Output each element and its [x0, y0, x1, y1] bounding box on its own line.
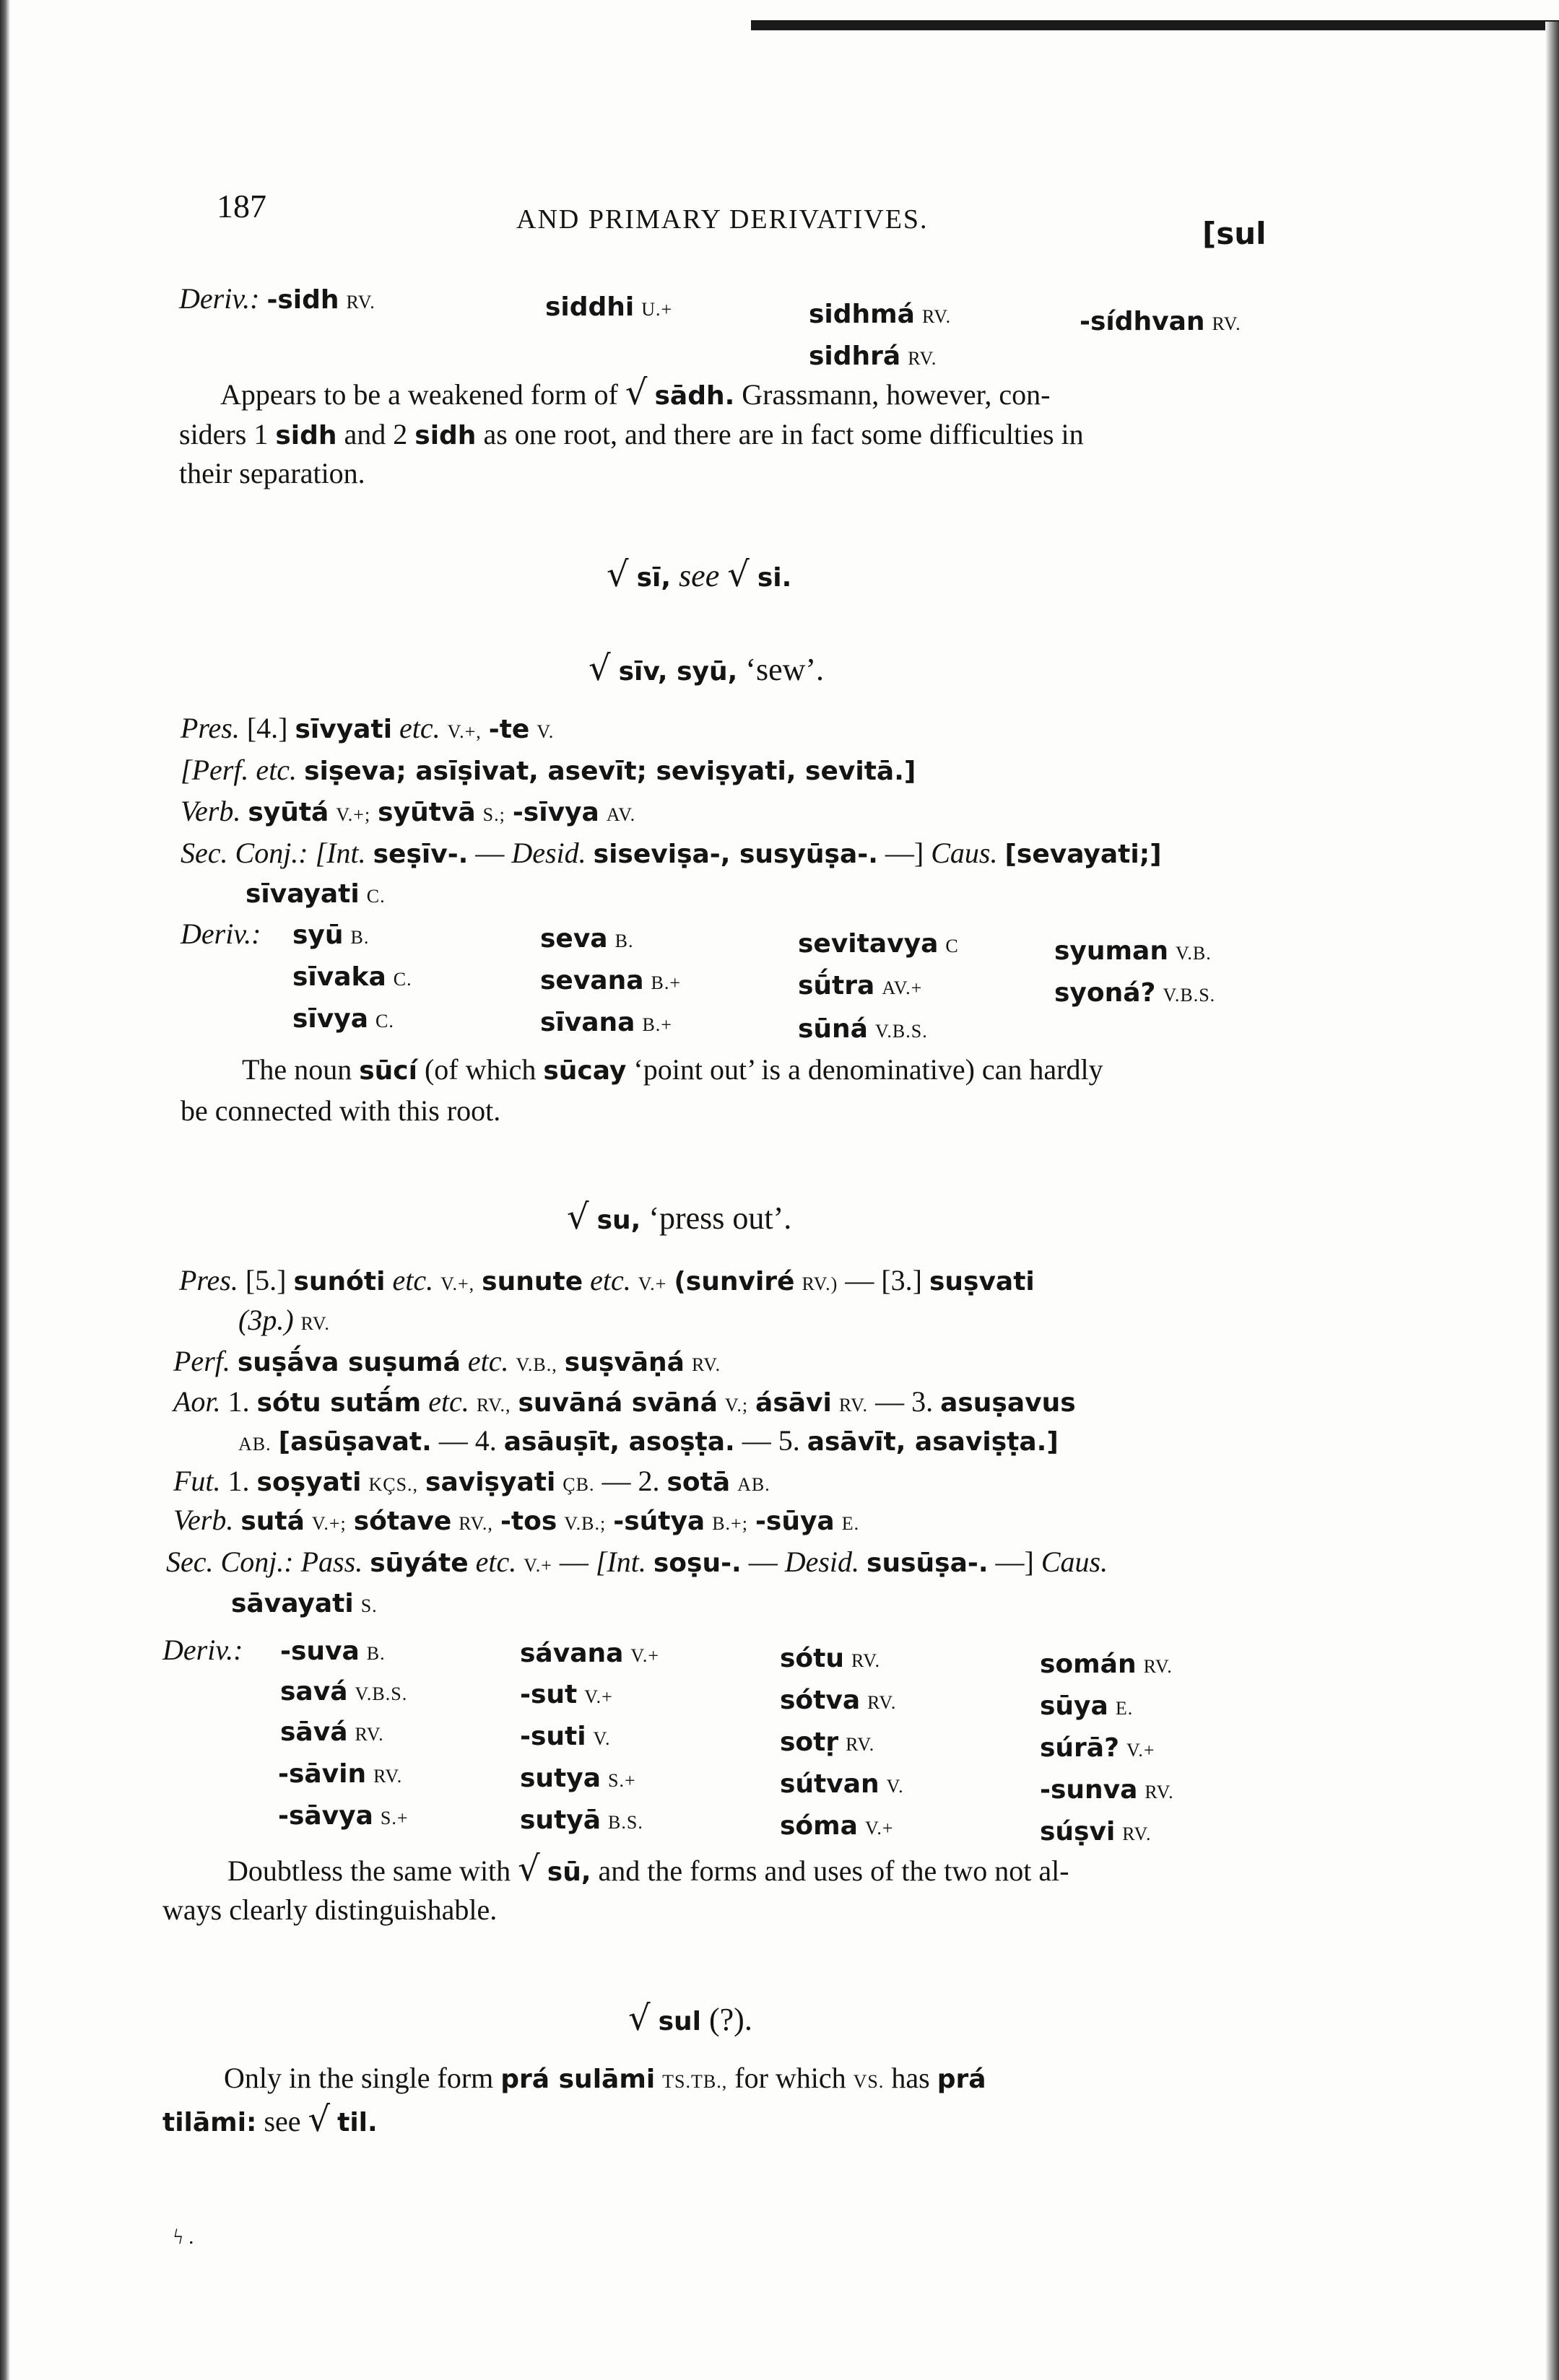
siv-note-line [181, 1094, 500, 1128]
source-abbrev: V. [537, 721, 555, 742]
derivative-entry [520, 1676, 613, 1714]
source-abbrev: AB. [737, 1474, 770, 1495]
text-span: for which [734, 2062, 846, 2094]
sanskrit-form: sīvana [540, 1008, 635, 1037]
sanskrit-form: suvāná svāná [518, 1388, 718, 1418]
source-abbrev: AV. [606, 804, 636, 825]
text-span: ‘sew’. [745, 652, 825, 687]
siv-deriv-label: Deriv.: [181, 917, 261, 950]
su-pres [179, 1263, 1035, 1302]
source-abbrev: RV.) [802, 1273, 838, 1294]
sanskrit-form: syūtvā [378, 798, 476, 827]
text-span: [Perf. etc. [181, 754, 298, 786]
sanskrit-form: -sut [520, 1680, 578, 1709]
source-abbrev: V. [593, 1728, 611, 1749]
sanskrit-form: suṣvati [929, 1267, 1035, 1296]
sidh-deriv-cell [809, 296, 951, 334]
text-span: Verb. [173, 1504, 234, 1536]
text-span: etc. [590, 1264, 631, 1296]
sanskrit-form: [sevayati;] [1004, 840, 1162, 869]
source-abbrev: AB. [238, 1434, 272, 1455]
source-abbrev: E. [841, 1513, 860, 1534]
source-abbrev: V.+; [311, 1513, 347, 1534]
sanskrit-form: sīvyati [295, 715, 393, 744]
text-span: Sec. Conj.: [166, 1546, 294, 1578]
sanskrit-form: sotṛ [780, 1727, 839, 1757]
radical-icon: √ [589, 648, 611, 689]
source-abbrev: V.+ [630, 1645, 659, 1666]
text-span: Sec. Conj.: [181, 837, 308, 869]
source-abbrev: V.+, [440, 1273, 475, 1294]
sanskrit-form: sū́tra [798, 971, 875, 1001]
sanskrit-form: ásāvi [755, 1388, 832, 1418]
text-span: Desid. [784, 1546, 860, 1578]
text-span: [4.] [246, 712, 288, 744]
sidh-deriv-cell [809, 338, 937, 376]
source-abbrev: E. [1115, 1698, 1134, 1719]
sidh-note-line [179, 417, 1084, 453]
sanskrit-form: sādh. [654, 381, 735, 411]
sanskrit-form: siṣeva; asīṣivat, asevīt; seviṣyati, sevitā.] [304, 757, 916, 786]
sanskrit-form: [asūṣavat. [278, 1427, 432, 1457]
sanskrit-form: sevana [540, 966, 644, 995]
sanskrit-form: -suva [280, 1636, 360, 1666]
text-span: (3p.) [238, 1304, 294, 1336]
text-span: [Int. [595, 1546, 646, 1578]
derivative-entry [780, 1682, 896, 1720]
source-abbrev: U.+ [641, 299, 673, 320]
derivative-entry [1040, 1730, 1155, 1768]
derivative-entry [280, 1673, 407, 1712]
sanskrit-form: sunóti [293, 1267, 386, 1296]
text-span: has [891, 2062, 930, 2094]
sanskrit-form: saviṣyati [425, 1468, 556, 1497]
sanskrit-form: súṣvi [1040, 1817, 1116, 1847]
derivative-entry [278, 1756, 402, 1794]
text-span: and 2 [344, 418, 408, 450]
source-abbrev: RV., [476, 1395, 511, 1416]
sanskrit-form: sūyáte [370, 1548, 469, 1578]
source-abbrev: C. [393, 969, 412, 990]
radical-icon: √ [518, 1849, 540, 1889]
radical-icon: √ [607, 554, 629, 595]
scan-edge-top [751, 20, 1559, 30]
source-abbrev: V.+ [638, 1273, 667, 1294]
text-span: ‘press out’. [648, 1200, 792, 1236]
entry-marker: [sul [1202, 216, 1267, 251]
derivative-entry [798, 967, 922, 1006]
sanskrit-form: -sīvya [512, 798, 599, 827]
source-abbrev: AV.+ [882, 977, 923, 998]
source-abbrev: C. [375, 1011, 394, 1032]
sanskrit-form: sidh [275, 421, 337, 450]
text-span: Pass. [300, 1546, 363, 1578]
text-span: Verb. [181, 795, 241, 827]
text-span: Perf. [173, 1345, 230, 1377]
su-aor [173, 1385, 1076, 1423]
sanskrit-form: soṣyati [256, 1468, 362, 1497]
sanskrit-form: -sunva [1040, 1775, 1138, 1805]
derivative-entry [798, 925, 959, 964]
sanskrit-form: sávana [520, 1639, 624, 1668]
su-sec-conj-cont [231, 1585, 378, 1623]
source-abbrev: S.; [482, 804, 505, 825]
sanskrit-form: si. [757, 563, 792, 593]
sanskrit-form: (sunviré [674, 1267, 795, 1296]
text-span: — 3. [875, 1385, 934, 1418]
sanskrit-form: -sídhvan [1080, 307, 1205, 336]
source-abbrev: V.+ [524, 1555, 552, 1576]
sanskrit-form: sótave [353, 1507, 452, 1536]
derivative-entry [540, 962, 681, 1001]
derivative-entry [520, 1635, 659, 1673]
source-abbrev: V.; [724, 1395, 749, 1416]
sanskrit-form: -tos [500, 1507, 557, 1536]
sanskrit-form: sidhrá [809, 341, 901, 371]
source-abbrev: RV. [838, 1395, 869, 1416]
source-abbrev: B.S. [608, 1812, 643, 1833]
sanskrit-form: -te [488, 715, 530, 744]
sanskrit-form: sótu [780, 1644, 844, 1673]
derivative-entry [292, 1001, 394, 1039]
source-abbrev: B.+ [642, 1014, 672, 1035]
derivative-entry [780, 1724, 874, 1762]
text-span: etc. [475, 1546, 517, 1578]
source-abbrev: RV. [691, 1354, 721, 1375]
source-abbrev: C. [366, 886, 386, 907]
siv-verb [181, 794, 635, 832]
sanskrit-form: sútvan [780, 1769, 880, 1799]
source-abbrev: B. [350, 927, 370, 948]
sanskrit-form: til. [337, 2108, 378, 2137]
source-abbrev: TS.TB., [662, 2071, 728, 2092]
sidh-deriv-cell [545, 289, 672, 327]
text-span: Caus. [931, 837, 998, 869]
text-span: etc. [392, 1264, 434, 1296]
text-span: The noun [242, 1053, 352, 1086]
derivative-entry [780, 1766, 904, 1804]
derivative-entry [278, 1797, 409, 1836]
text-span: Caus. [1041, 1546, 1108, 1578]
source-abbrev: S.+ [380, 1808, 409, 1828]
sanskrit-form: syū [292, 920, 344, 950]
sanskrit-form: súrā? [1040, 1733, 1119, 1763]
sanskrit-form: -sāvya [278, 1801, 373, 1831]
sanskrit-form: soṣu-. [653, 1548, 742, 1578]
su-note-line [162, 1893, 497, 1927]
derivative-entry [780, 1640, 880, 1678]
sanskrit-form: seva [540, 924, 608, 954]
sanskrit-form: somán [1040, 1649, 1137, 1679]
sanskrit-form: siddhi [545, 292, 635, 322]
sanskrit-form: su, [596, 1206, 641, 1235]
sanskrit-form: sūcay [543, 1056, 627, 1086]
text-span: Desid. [511, 837, 586, 869]
text-span: etc. [399, 712, 440, 744]
scan-edge-left [0, 0, 10, 2380]
running-title: AND PRIMARY DERIVATIVES. [516, 204, 929, 235]
text-span: —] [995, 1546, 1034, 1578]
text-span: 1. [227, 1465, 250, 1497]
text-span: siders 1 [179, 418, 269, 450]
text-span: Pres. [181, 712, 240, 744]
sul-heading [628, 2000, 752, 2041]
sanskrit-form: -sútya [613, 1507, 705, 1536]
su-aor-cont [238, 1424, 1059, 1462]
text-span: be connected with this root. [181, 1094, 501, 1127]
sanskrit-form: susūṣa-. [867, 1548, 989, 1578]
sanskrit-form: -suti [520, 1722, 586, 1751]
source-abbrev: ÇB. [563, 1474, 595, 1495]
su-pres-cont [238, 1303, 330, 1341]
siv-sec-conj [181, 836, 1162, 872]
text-span: ways clearly distinguishable. [162, 1893, 498, 1926]
source-abbrev: V.+; [336, 804, 371, 825]
source-abbrev: RV. [851, 1650, 881, 1671]
text-span: — [845, 1264, 874, 1296]
sanskrit-form: sīvya [292, 1004, 368, 1034]
text-span: Appears to be a weakened form of [220, 378, 618, 411]
source-abbrev: RV. [846, 1734, 875, 1755]
derivative-entry [292, 959, 412, 997]
source-abbrev: RV. [1122, 1823, 1152, 1844]
text-span: etc. [428, 1385, 469, 1418]
text-span: Doubtless the same with [227, 1854, 511, 1887]
source-abbrev: B. [615, 930, 634, 951]
radical-icon: √ [727, 554, 750, 595]
text-span: (of which [424, 1053, 537, 1086]
sanskrit-form: sī, [636, 563, 672, 593]
sanskrit-form: sevitavya [798, 929, 939, 959]
sanskrit-form: asāuṣīt, asoṣṭa. [503, 1427, 735, 1457]
sanskrit-form: -sāvin [278, 1759, 367, 1789]
text-span: — [559, 1546, 589, 1578]
sanskrit-form: sūná [798, 1014, 868, 1044]
source-abbrev: V.B.S. [355, 1683, 408, 1704]
footer-mark: ϟ . [173, 2225, 194, 2249]
source-abbrev: C [945, 936, 959, 956]
sanskrit-form: seṣīv-. [373, 840, 469, 869]
source-abbrev: RV. [1145, 1782, 1174, 1803]
sidh-deriv-row-1 [179, 282, 375, 320]
text-span: Aor. [173, 1385, 221, 1418]
sanskrit-form: sutyā [520, 1805, 602, 1835]
text-span: [Int. [315, 837, 366, 869]
sanskrit-form: sutá [240, 1507, 305, 1536]
derivative-entry [1054, 933, 1212, 971]
source-abbrev: V.+, [447, 721, 482, 742]
source-abbrev: RV. [1212, 313, 1241, 334]
source-abbrev: V.+ [1126, 1740, 1155, 1761]
text-span: —] [885, 837, 924, 869]
text-span: [3.] [881, 1264, 922, 1296]
source-abbrev: RV., [459, 1513, 493, 1534]
text-span: ‘point out’ is a denominative) can hardly [633, 1053, 1103, 1086]
deriv-form: -sidh [266, 285, 339, 315]
sul-note-line [162, 2099, 378, 2140]
sanskrit-form: tilāmi: [162, 2108, 257, 2137]
su-heading [567, 1198, 791, 1239]
source-abbrev: RV. [373, 1766, 403, 1787]
text-span: — [475, 837, 505, 869]
sanskrit-form: sūcí [359, 1056, 417, 1086]
sanskrit-form: sidhmá [809, 300, 915, 329]
derivative-entry [798, 1011, 928, 1049]
derivative-entry [1040, 1646, 1173, 1684]
source-abbrev: S. [360, 1595, 378, 1616]
text-span: as one root, and there are in fact some difficulties in [483, 418, 1084, 450]
text-span: Grassmann, however, con- [742, 378, 1051, 411]
derivative-entry [292, 917, 369, 955]
scan-edge-right [1545, 22, 1559, 2380]
derivative-entry [1054, 975, 1215, 1013]
text-span: — 4. [438, 1424, 497, 1457]
text-span: [5.] [245, 1264, 287, 1296]
sanskrit-form: sidh [414, 421, 477, 450]
derivative-entry [280, 1714, 384, 1752]
sanskrit-form: suṣā́va suṣumá [237, 1348, 461, 1377]
source-abbrev: S.+ [608, 1770, 636, 1791]
sanskrit-form: syuman [1054, 936, 1168, 966]
source-abbrev: RV. [355, 1724, 384, 1745]
text-span: see [264, 2105, 301, 2137]
derivative-entry [540, 1004, 672, 1042]
sanskrit-form: sīvayati [246, 879, 360, 909]
derivative-entry [280, 1633, 386, 1671]
text-span: Only in the single form [224, 2062, 494, 2094]
source-abbrev: RV. [921, 306, 952, 327]
source-abbrev: V.+ [584, 1686, 613, 1707]
text-span: 1. [227, 1385, 250, 1418]
su-deriv-label: Deriv.: [162, 1634, 243, 1666]
su-perf [173, 1344, 721, 1382]
sanskrit-form: sul [658, 2007, 701, 2036]
siv-sec-conj-cont [246, 876, 386, 914]
derivative-entry [1040, 1813, 1151, 1852]
sanskrit-form: savá [280, 1677, 348, 1706]
su-sec-conj [166, 1545, 1108, 1583]
radical-icon: √ [308, 2099, 331, 2140]
source-abbrev: B.+ [651, 972, 682, 993]
source-abbrev: KÇS., [368, 1474, 419, 1495]
text-span: — 5. [742, 1424, 800, 1457]
source-abbrev: RV. [908, 348, 937, 369]
text-span: Fut. [173, 1465, 221, 1497]
sanskrit-form: asāvīt, asaviṣṭa.] [807, 1427, 1059, 1457]
sanskrit-form: sāvayati [231, 1589, 354, 1618]
text-span: and the forms and uses of the two not al- [598, 1854, 1069, 1887]
source-abbrev: B.+; [712, 1513, 748, 1534]
text-span: their separation. [179, 457, 365, 489]
text-span: Pres. [179, 1264, 238, 1296]
source-abbrev: V.B. [1175, 943, 1212, 964]
sanskrit-form: -sūya [755, 1507, 835, 1536]
page-number: 187 [217, 188, 266, 225]
text-span: etc. [467, 1345, 509, 1377]
derivative-entry [520, 1802, 643, 1840]
sidh-deriv-cell [1080, 303, 1241, 341]
sanskrit-form: siseviṣa-, susyūṣa-. [593, 840, 878, 869]
source-abbrev: RV. [1143, 1656, 1173, 1677]
source-abbrev: RV. [867, 1692, 897, 1713]
derivative-entry [1040, 1771, 1174, 1810]
sanskrit-form: sóma [780, 1811, 858, 1841]
derivative-entry [1040, 1688, 1133, 1726]
source-abbrev: V.B., [516, 1354, 557, 1375]
siv-heading [589, 650, 824, 691]
sanskrit-form: syoná? [1054, 978, 1156, 1008]
source-abbrev: RV. [300, 1313, 330, 1334]
sanskrit-form: sū, [547, 1857, 591, 1887]
derivative-entry [540, 920, 633, 959]
sanskrit-form: sūya [1040, 1691, 1108, 1721]
sanskrit-form: prá sulāmi [500, 2065, 656, 2094]
sanskrit-form: sótu sutā́m [256, 1388, 422, 1418]
source-abbrev: V. [886, 1776, 904, 1797]
sidh-note-line [220, 372, 1051, 414]
sanskrit-form: sāvá [280, 1717, 348, 1747]
sul-note-line [224, 2061, 986, 2099]
source-abbrev: B. [366, 1643, 386, 1664]
siv-perf [181, 753, 916, 789]
sanskrit-form: syūtá [248, 798, 329, 827]
text-span: (?). [709, 2002, 752, 2037]
su-fut [173, 1464, 770, 1502]
derivative-entry [780, 1808, 894, 1846]
sanskrit-form: sunute [482, 1267, 583, 1296]
source-abbrev: VS. [853, 2071, 885, 2092]
sanskrit-form: sotā [666, 1468, 731, 1497]
radical-icon: √ [625, 372, 648, 413]
derivative-entry [520, 1718, 610, 1756]
sanskrit-form: sīv, syū, [618, 657, 738, 686]
source-abbrev: V.+ [864, 1818, 894, 1839]
su-note-line [227, 1849, 1069, 1890]
si-cross-reference [607, 556, 791, 597]
source-abbrev: RV. [346, 292, 375, 313]
source-abbrev: V.B.S. [1163, 985, 1216, 1006]
su-verb [173, 1503, 859, 1541]
deriv-label: Deriv.: [179, 282, 260, 315]
text-span: — [748, 1546, 778, 1578]
siv-note-line [242, 1052, 1103, 1089]
source-abbrev: V.B.S. [874, 1021, 928, 1042]
sanskrit-form: sótva [780, 1686, 861, 1715]
sidh-note-line [179, 456, 365, 491]
sanskrit-form: prá [937, 2065, 986, 2094]
sanskrit-form: asuṣavus [940, 1388, 1076, 1418]
text-span: see [679, 558, 720, 593]
sanskrit-form: sutya [520, 1764, 602, 1793]
sanskrit-form: sīvaka [292, 962, 386, 992]
derivative-entry [520, 1760, 636, 1798]
source-abbrev: V.B.; [564, 1513, 607, 1534]
text-span: — 2. [602, 1465, 660, 1497]
siv-pres [181, 711, 554, 749]
radical-icon: √ [567, 1197, 589, 1237]
radical-icon: √ [628, 1998, 651, 2039]
sanskrit-form: suṣvāṇá [564, 1348, 685, 1377]
